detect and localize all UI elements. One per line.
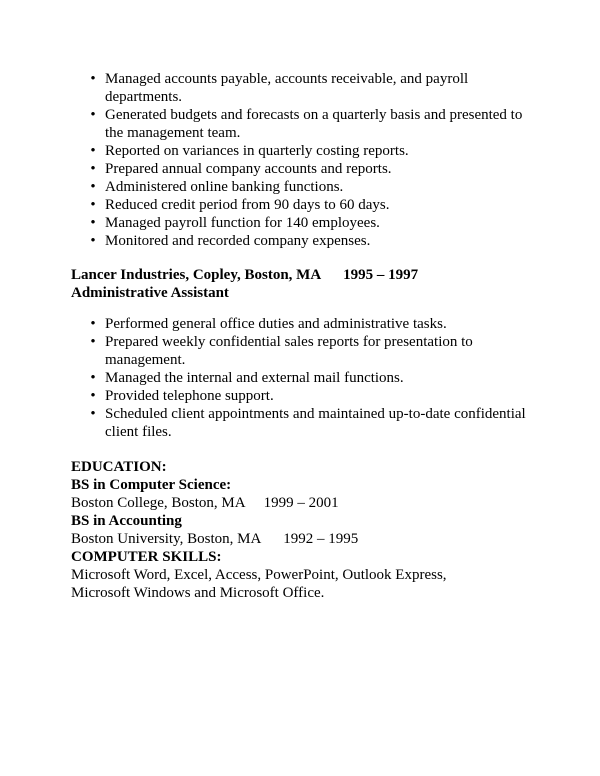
previous-job-duties-list <box>0 70 600 250</box>
job-title: Administrative Assistant <box>71 285 229 301</box>
bullet-icon: • <box>90 334 96 350</box>
education-dates: 1999 – 2001 <box>263 495 339 511</box>
list-item: • Reduced credit period from 90 days to 60 days. <box>0 196 600 214</box>
bullet-icon: • <box>90 161 96 177</box>
list-item: • Prepared weekly confidential sales reports for presentation to management. <box>0 333 600 369</box>
list-item: • Managed payroll function for 140 employees. <box>0 214 600 232</box>
bullet-icon: • <box>90 370 96 386</box>
skills-heading: COMPUTER SKILLS: <box>71 549 222 565</box>
bullet-icon: • <box>90 71 96 87</box>
school-name: Boston College, Boston, MA <box>71 495 246 511</box>
list-item: • Generated budgets and forecasts on a quarterly basis and presented to the management team. <box>0 106 600 142</box>
list-item: • Scheduled client appointments and maintained up-to-date confidential client files. <box>0 405 600 441</box>
bullet-icon: • <box>90 215 96 231</box>
education-heading: EDUCATION: <box>71 459 167 475</box>
bullet-icon: • <box>90 143 96 159</box>
skills-text: Microsoft Word, Excel, Access, PowerPoint, Outlook Express, Microsoft Windows and Microsoft Office. <box>71 567 447 601</box>
education-dates: 1992 – 1995 <box>283 531 359 547</box>
list-item: • Performed general office duties and administrative tasks. <box>0 315 600 333</box>
list-item: • Reported on variances in quarterly costing reports. <box>0 142 600 160</box>
lancer-duties-list <box>0 315 600 441</box>
degree-title: BS in Accounting <box>71 513 182 529</box>
bullet-icon: • <box>90 107 96 123</box>
degree-title: BS in Computer Science: <box>71 477 232 493</box>
school-name: Boston University, Boston, MA <box>71 531 262 547</box>
list-item: • Prepared annual company accounts and reports. <box>0 160 600 178</box>
bullet-icon: • <box>90 316 96 332</box>
employment-dates: 1995 – 1997 <box>343 267 419 283</box>
list-item: • Provided telephone support. <box>0 387 600 405</box>
company-name: Lancer Industries, Copley, Boston, MA <box>71 267 322 283</box>
job-header-lancer <box>71 266 418 302</box>
list-item: • Managed the internal and external mail functions. <box>0 369 600 387</box>
bullet-icon: • <box>90 179 96 195</box>
bullet-icon: • <box>90 233 96 249</box>
education-section <box>71 458 551 602</box>
list-item: • Administered online banking functions. <box>0 178 600 196</box>
bullet-icon: • <box>90 197 96 213</box>
bullet-icon: • <box>90 388 96 404</box>
list-item: • Monitored and recorded company expenses. <box>0 232 600 250</box>
bullet-icon: • <box>90 406 96 422</box>
list-item: • Managed accounts payable, accounts receivable, and payroll departments. <box>0 70 600 106</box>
